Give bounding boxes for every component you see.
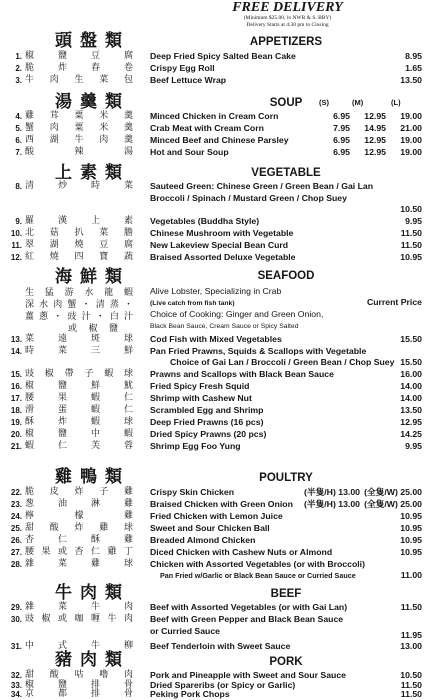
poultry-item: Sweet and Sour Chicken Ball 10.95	[150, 523, 422, 533]
delivery-header	[150, 0, 425, 28]
soup-col-small: (S)	[319, 98, 329, 107]
delivery-title: FREE DELIVERY	[232, 0, 343, 15]
poultry-item: Crispy Skin Chicken (半隻/H) 13.00 (全隻/W) 25.00	[150, 487, 422, 497]
seafood-item: Pan Fried Prawns, Squids & Scallops with Vegetable	[150, 346, 367, 356]
soup-col-medium: (M)	[352, 98, 364, 107]
poultry-cn-heading: 雞鴨類	[55, 467, 130, 487]
seafood-title: SEAFOOD	[257, 270, 315, 282]
poultry-item: Chicken with Assorted Vegetables (or with Broccoli)	[150, 559, 365, 569]
seafood-cn-heading: 海鮮類	[55, 267, 130, 287]
soup-cn-heading: 湯羹類	[55, 92, 130, 112]
poultry-cn-row: 24. 檸檬雞	[10, 511, 133, 521]
seafood-item: Dried Spicy Prawns (20 pcs) 14.25	[150, 429, 422, 439]
poultry-title: POULTRY	[259, 472, 313, 484]
seafood-cn-row: 16. 椒鹽鮮魷	[10, 381, 133, 391]
vegetable-item-line2: Broccoli / Spinach / Mustard Green / Chop Suey 10.50	[150, 193, 422, 214]
poultry-cn-row: 27. 腰果或杏仁雞丁	[10, 547, 133, 557]
vegetable-title: VEGETABLE	[251, 167, 321, 179]
chicken-sauce-price: 11.00	[400, 570, 422, 580]
vegetable-cn-heading: 上素類	[55, 163, 130, 183]
vegetable-item: Vegetables (Buddha Style) 9.95	[150, 216, 422, 226]
seafood-cn-row: 21. 蝦仁芙蓉	[10, 441, 133, 451]
appetizer-cn-row: 3. 牛肉生菜包	[15, 75, 133, 85]
seafood-cn-row: 18. 滑蛋蝦仁	[10, 405, 133, 415]
poultry-item: Braised Chicken with Green Onion (半隻/H) 13.00 (全隻/W) 25.00	[150, 499, 422, 509]
seafood-item: Fried Spicy Fresh Squid 14.00	[150, 381, 422, 391]
soup-cn-row: 5. 蟹肉粟米羹	[15, 123, 133, 133]
pork-cn-row: 34. 京都排骨	[10, 689, 133, 699]
seafood-item: Shrimp Egg Foo Yung 9.95	[150, 441, 422, 451]
chicken-sauce-note: Pan Fried w/Garlic or Black Bean Sauce or Curried Sauce	[160, 571, 356, 580]
lobster-cn-line: 生猛游水龍蝦	[25, 287, 133, 297]
soup-cn-row: 4. 雞茸粟米羹	[15, 111, 133, 121]
vegetable-item: Sauteed Green: Chinese Green / Green Bean / Gai Lan	[150, 181, 374, 191]
poultry-cn-row: 28. 雜菜雞球	[10, 559, 133, 569]
appetizer-item: Beef Lettuce Wrap 13.50	[150, 75, 422, 85]
seafood-cn-row: 17. 腰果蝦仁	[10, 393, 133, 403]
appetizer-cn-row: 2. 脆炸春卷	[15, 63, 133, 73]
seafood-item: Shrimp with Cashew Nut 14.00	[150, 393, 422, 403]
beef-cn-row: 30. 豉椒或咖喱牛肉	[10, 614, 133, 624]
poultry-item: Breaded Almond Chicken 10.95	[150, 535, 422, 545]
seafood-item: Scrambled Egg and Shrimp 13.50	[150, 405, 422, 415]
seafood-item: Cod Fish with Mixed Vegetables 15.50	[150, 334, 422, 344]
poultry-item: Fried Chicken with Lemon Juice 10.95	[150, 511, 422, 521]
beef-cn-heading: 牛肉類	[55, 583, 130, 603]
poultry-cn-row: 22. 脆皮炸子雞	[10, 487, 133, 497]
lobster-cn-line: 薑蔥・豉汁・白汁	[25, 311, 133, 321]
poultry-cn-row: 26. 杏仁酥雞	[10, 535, 133, 545]
lobster-item: Alive Lobster, Specializing in Crab	[150, 286, 282, 296]
delivery-time-note: Delivery Starts at 4:30 pm to Closing	[246, 21, 329, 28]
soup-title: SOUP	[269, 97, 303, 109]
seafood-cn-row: 14. 時菜三鮮	[10, 346, 133, 356]
lobster-cn-line: 或椒鹽	[68, 323, 118, 333]
soup-item: Minced Beef and Chinese Parsley 6.95 12.95 19.00	[150, 135, 422, 145]
poultry-cn-row: 25. 甜酸炸雞球	[10, 523, 133, 533]
delivery-minimum-note: (Minimum $25.00, in NWR & S. BBY)	[243, 15, 332, 21]
vegetable-cn-row: 12. 紅燒四寶蔬	[10, 252, 133, 262]
pork-cn-heading: 豬肉類	[55, 650, 130, 670]
seafood-cn-row	[0, 453, 135, 464]
appetizer-item: Crispy Egg Roll 1.65	[150, 63, 422, 73]
appetizer-item: Deep Fried Spicy Salted Bean Cake 8.95	[150, 51, 422, 61]
beef-item-line2: or Curried Sauce 11.95	[150, 626, 422, 640]
beef-item: Beef with Green Pepper and Black Bean Sauce	[150, 614, 344, 624]
seafood-cn-row: 19. 酥炸蝦球	[10, 417, 133, 427]
lobster-live-note: (Live catch from fish tank)	[150, 300, 235, 307]
seafood-item-line2: Choice of Gai Lan / Broccoli / Green Bean / Chop Suey 15.50	[170, 357, 422, 367]
pork-cn-row: 33. 椒鹽排骨	[10, 680, 133, 690]
seafood-cn-row: 13. 菜遠斑球	[10, 334, 133, 344]
pork-cn-row: 32. 甜酸咕嚕肉	[10, 670, 133, 680]
beef-cn-row: 29. 雜菜牛肉	[10, 602, 133, 612]
vegetable-item: New Lakeview Special Bean Curd 11.50	[150, 240, 422, 250]
appetizers-cn-heading: 頭盤類	[55, 31, 130, 51]
vegetable-item: Chinese Mushroom with Vegetable 11.50	[150, 228, 422, 238]
beef-title: BEEF	[270, 588, 302, 600]
poultry-item: Diced Chicken with Cashew Nuts or Almond 10.95	[150, 547, 422, 557]
vegetable-cn-row: 8. 清炒時菜	[15, 181, 133, 191]
lobster-cn-line: 深水肉蟹・清蒸・	[25, 299, 133, 309]
soup-item: Crab Meat with Cream Corn 7.95 14.95 21.00	[150, 123, 422, 133]
seafood-item	[150, 453, 424, 464]
vegetable-item: Braised Assorted Deluxe Vegetable 10.95	[150, 252, 422, 262]
beef-cn-row: 31. 中式牛柳	[10, 641, 133, 651]
seafood-cn-row: 20. 椒鹽中蝦	[10, 429, 133, 439]
soup-item: Hot and Sour Soup 6.95 12.95 19.00	[150, 147, 422, 157]
lobster-sauce-note: Black Bean Sauce, Cream Sauce or Spicy Salted	[150, 323, 299, 330]
seafood-item: Prawns and Scallops with Black Bean Sauce 16.00	[150, 369, 422, 379]
poultry-cn-row: 23. 葱油淋雞	[10, 499, 133, 509]
vegetable-cn-row: 11. 翠湖燒豆腐	[11, 240, 133, 250]
beef-item: Beef Tenderloin with Sweet Sauce 13.00	[150, 641, 422, 651]
lobster-price-row: Current Price	[366, 297, 422, 307]
soup-col-large: (L)	[391, 98, 401, 107]
seafood-item: Deep Fried Prawns (16 pcs) 12.95	[150, 417, 422, 427]
pork-item: Peking Pork Chops 11.50	[150, 689, 422, 699]
pork-item: Dried Spareribs (or Spicy or Garlic) 11.50	[150, 680, 422, 690]
lobster-choice: Choice of Cooking: Ginger and Green Onion,	[150, 309, 324, 319]
soup-cn-row: 7. 酸辣湯	[15, 147, 133, 157]
pork-title: PORK	[269, 656, 303, 668]
vegetable-cn-row: 9. 羅漢上素	[15, 216, 133, 226]
beef-item: Beef with Assorted Vegetables (or with Gai Lan) 11.50	[150, 602, 422, 612]
vegetable-cn-row: 10. 北菇扒菜膽	[10, 228, 133, 238]
pork-item: Pork and Pineapple with Sweet and Sour Sauce 10.50	[150, 670, 422, 680]
soup-item: Minced Chicken in Cream Corn 6.95 12.95 19.00	[150, 111, 422, 121]
soup-cn-row: 6. 西湖牛肉羹	[15, 135, 133, 145]
appetizer-cn-row: 1. 椒鹽豆腐	[15, 51, 133, 61]
appetizers-title: APPETIZERS	[249, 36, 323, 48]
seafood-cn-row: 15. 豉椒帶子蝦球	[10, 369, 133, 379]
